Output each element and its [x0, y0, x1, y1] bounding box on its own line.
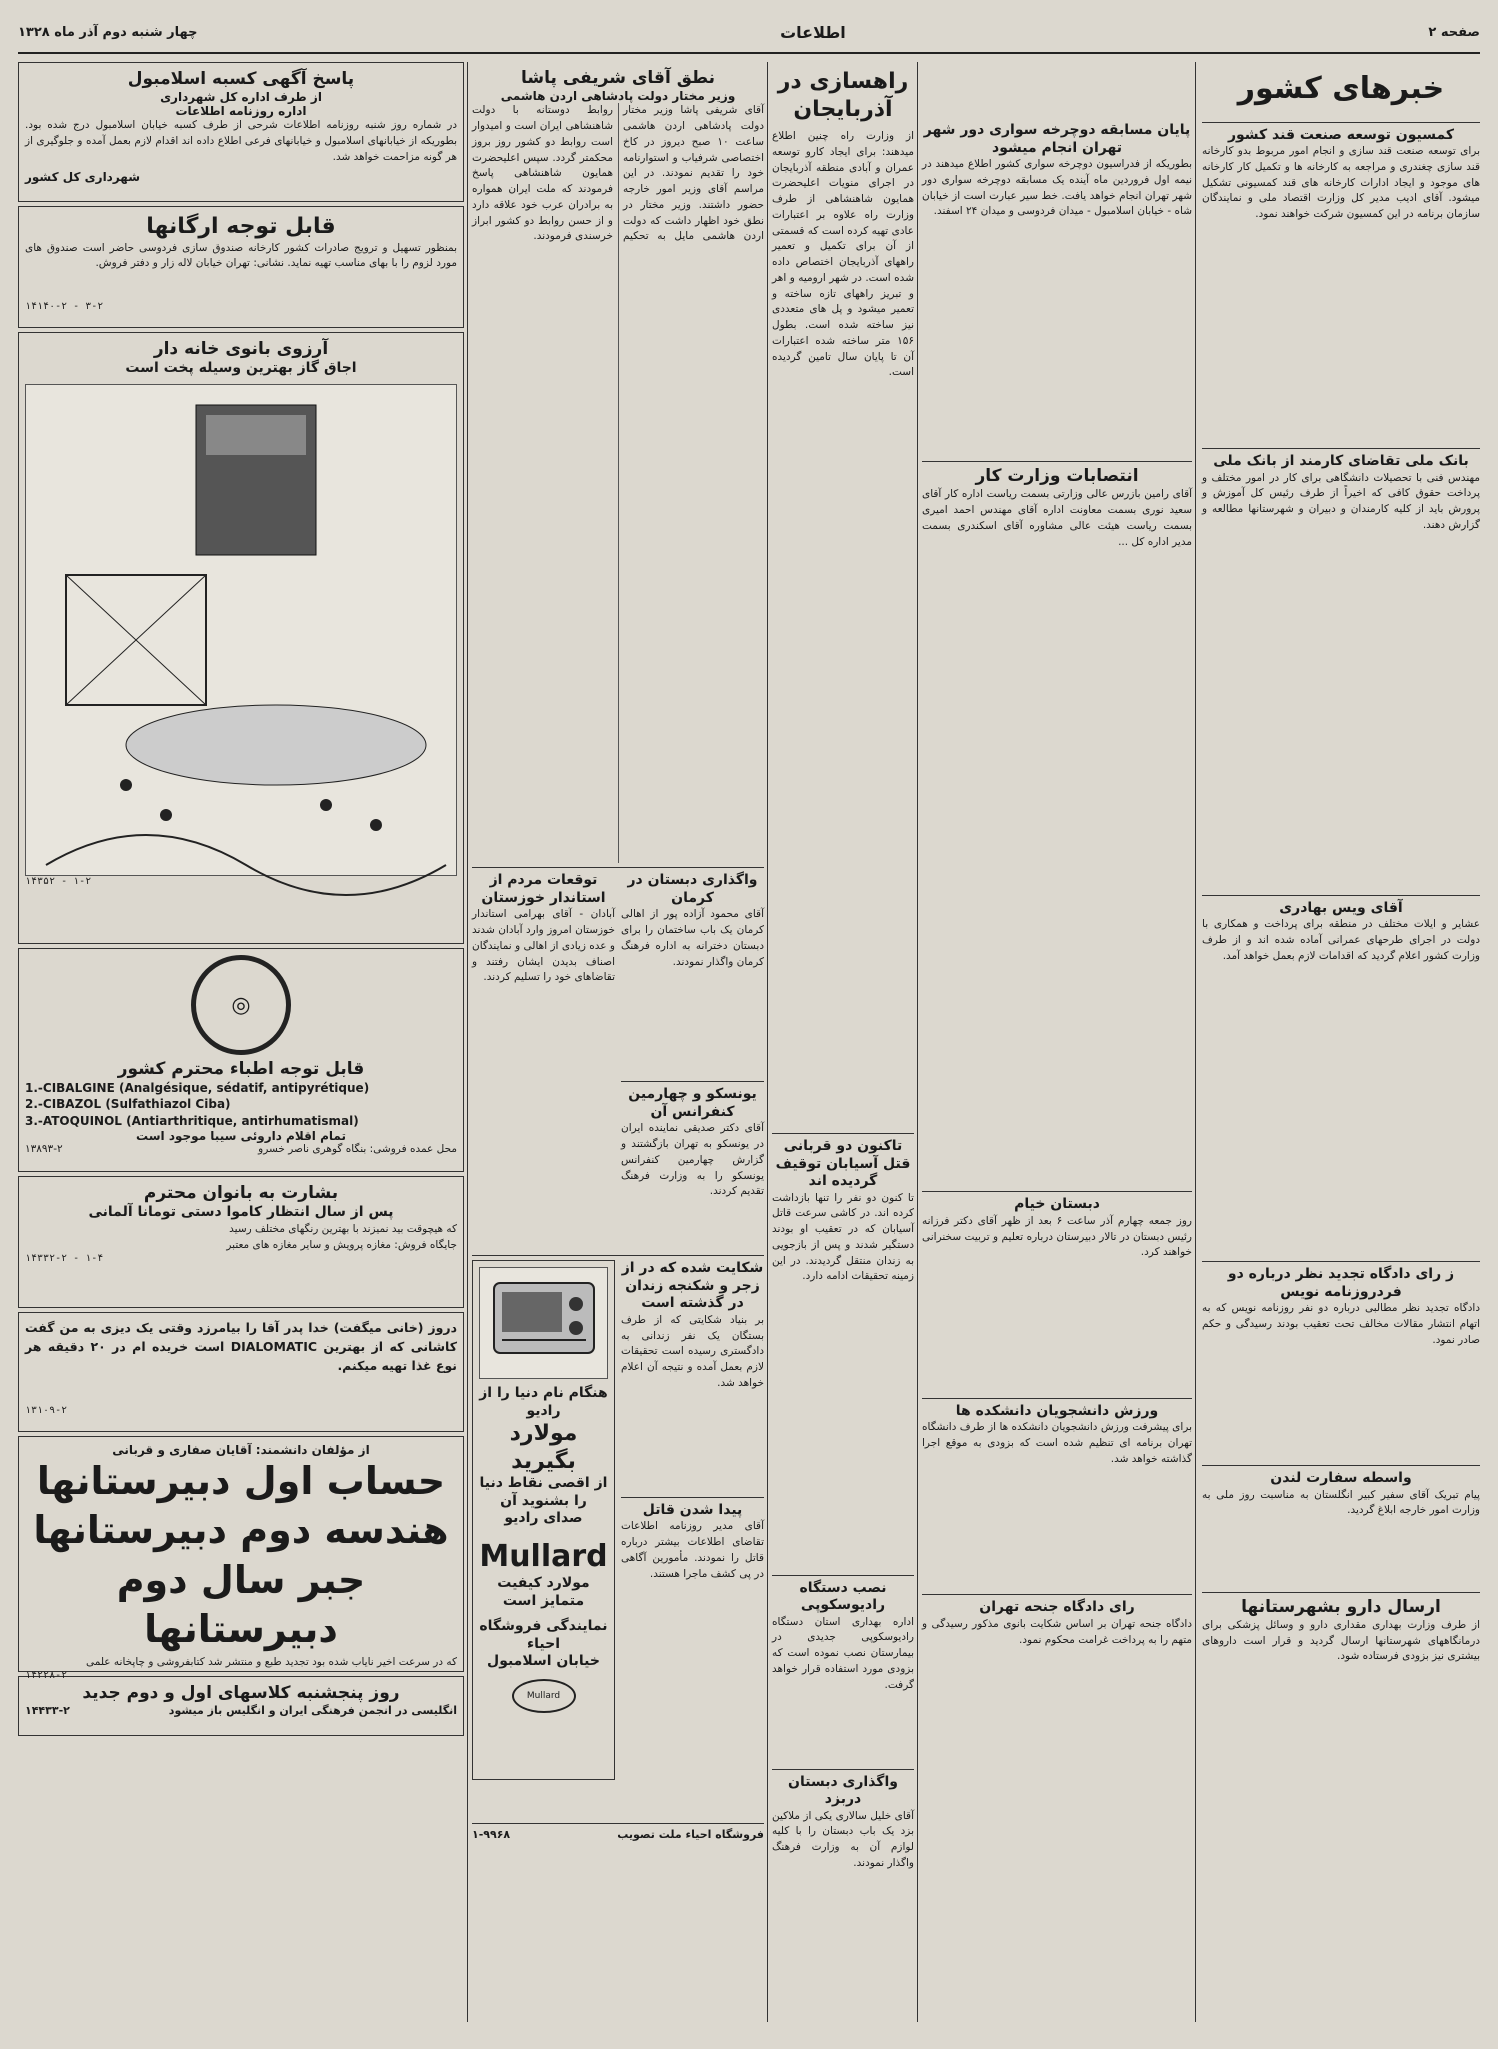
column-rule	[467, 62, 468, 2022]
ad-intro: از مؤلفان دانشمند: آقایان صفاری و قربانی	[112, 1443, 370, 1457]
ad-code: ۱۴۲۲۸-۲	[25, 1670, 68, 1682]
article-body: آبادان - آقای بهرامی استاندار خوزستان امروز وارد آبادان شدند و عده زیادی از اهالی و نمایندگان اصناف بدیدن ایشان رفتند و تقاضاهای خود را تسلیم کردند.	[472, 908, 615, 984]
article-body: بر بنیاد شکایتی که از طرف بستگان یک نفر زندانی به دادگستری رسیده است تحقیقات لازم بعمل آمده و نتیجه آن اعلام خواهد شد.	[621, 1313, 764, 1389]
ad-gas-stove	[18, 332, 464, 944]
article-body: مهندس فنی با تحصیلات دانشگاهی برای کار در امور مختلف و پرداخت حقوق کافی که اخیراً از طرف رئیس کل آموزش و پرورش باید از کلیه کارمندان و دبیران و شهرستانها مطالعه و گزارش دهند.	[1202, 471, 1480, 531]
ad-english-classes	[18, 1676, 464, 1736]
ad-code: ۱۳۸۹۳-۲	[25, 1142, 63, 1155]
article-headline: توقعات مردم از استاندار خوزستان	[481, 872, 606, 906]
column-advertisements	[18, 62, 464, 2022]
ad-line: اجاق گاز بهترین وسیله پخت است	[125, 360, 357, 377]
ad-wool	[18, 1176, 464, 1308]
stove-illustration-icon	[26, 385, 456, 875]
ad-line: آرزوی بانوی خانه دار	[153, 339, 329, 359]
column-four	[472, 62, 764, 2022]
ad-headline: قابل توجه اطباء محترم کشور	[117, 1059, 365, 1079]
notice-signature: شهرداری کل کشور	[25, 170, 141, 185]
newspaper-page	[18, 12, 1480, 2037]
ad-text: تمام اقلام داروئی سیبا موجود است	[136, 1128, 346, 1143]
article-headline: تاکنون دو قربانی قتل آسیابان توقیف گردیده اند	[775, 1138, 911, 1189]
ad-ciba-medicines	[18, 948, 464, 1172]
article-headline: کمسیون توسعه صنعت قند کشور	[1227, 126, 1455, 143]
article-headline: ز رای دادگاه تجدید نظر درباره دو فردروزنامه نویس	[1227, 1266, 1455, 1300]
ad-text: فروشگاه احیاء ملت تصویب	[617, 1828, 764, 1842]
brand-slogan: مولارد کیفیت متمایز است	[497, 1575, 590, 1609]
column-rule	[767, 62, 768, 2022]
article-body: آقای مدیر روزنامه اطلاعات تقاضای اطلاعات بیشتر درباره قاتل را نمودند. مأمورین آگاهی در پی کشف ماجرا هستند.	[621, 1520, 764, 1580]
ad-textbooks	[18, 1436, 464, 1682]
ad-line: از اقصی نقاط دنیا	[479, 1475, 608, 1492]
ad-line: مولارد بگیرید	[509, 1421, 578, 1474]
article-headline: یونسکو و چهارمین کنفرانس آن	[628, 1086, 757, 1120]
ad-body: انگلیسی در انجمن فرهنگی ایران و انگلیس باز میشود	[168, 1704, 457, 1718]
medicine-item: 2.-CIBAZOL (Sulfathiazol Ciba)	[25, 1097, 231, 1112]
article-headline: پیدا شدن قاتل	[642, 1501, 743, 1518]
ciba-logo-icon: ◎	[191, 955, 291, 1055]
ad-code: ۱۴۴۳۳-۲	[25, 1704, 70, 1718]
article-headline: ورزش دانشجویان دانشکده ها	[955, 1402, 1159, 1419]
article-body: آقای خلیل سالاری یکی از ملاکین بزد یک باب دبستان را با کلیه لوازم آن به وزارت فرهنگ واگذار نمودند.	[772, 1809, 914, 1869]
book-title: حساب اول دبیرستانها	[36, 1459, 446, 1503]
ad-line: که هیچوقت بید نمیزند با بهترین رنگهای مختلف رسید	[229, 1222, 457, 1235]
article-subheadline: وزیر مختار دولت پادشاهی اردن هاشمی	[500, 89, 736, 104]
notice-headline: پاسخ آگهی کسبه اسلامبول	[127, 69, 355, 89]
column-domestic-news	[1202, 62, 1480, 2022]
book-title: هندسه دوم دبیرستانها	[33, 1508, 449, 1553]
article-headline: نصب دستگاه رادیوسکوپی	[799, 1579, 887, 1613]
article-body: دادگاه تجدید نظر مطالبی درباره دو نفر روزنامه نویس که به اتهام انتشار مقالات مخالف تحت تعقیب بودند رسیدگی و حکم صادر نمود.	[1202, 1302, 1480, 1346]
article-body: برای پیشرفت ورزش دانشجویان دانشکده ها از طرف دانشگاه تهران برنامه ای تنظیم شده است که بزودی به موقع اجرا گذاشته خواهد شد.	[922, 1421, 1192, 1465]
medicine-item: 3.-ATOQUINOL (Antiarthritique, antirhumatismal)	[25, 1113, 359, 1128]
radio-icon	[484, 1268, 604, 1368]
radio-advertisement	[472, 1260, 615, 1780]
ad-code: ۱۳۱۰۹-۲	[25, 1405, 68, 1416]
article-headline: پایان مسابقه دوچرخه سواری دور شهر تهران انجام میشود	[923, 122, 1191, 156]
article-body: برای توسعه صنعت قند سازی و انجام امور مربوط بدو کارخانه قند سازی چغندری و مراجعه به کارخانه ها و تکمیل کار کارخانه های موجود و ایجاد ادارات کارخانه های قند کمسیونی تشکیل میشود. آقای ادیب مدیر کل وزارت اقتصاد ملی و نمایندگان سازمان برنامه در این کمسیون شرکت خواهند نمود.	[1202, 145, 1480, 220]
article-body: آقای دکتر صدیقی نماینده ایران در یونسکو به تهران بازگشتند و گزارش چهارمین کنفرانس یونسکو را به وزارت فرهنگ تقدیم کردند.	[621, 1122, 764, 1198]
book-title: جبر سال دوم دبیرستانها	[116, 1557, 366, 1652]
notice-sub: از طرف اداره کل شهرداری	[160, 90, 322, 105]
ad-body: دروز (خانی میگفت) خدا پدر آقا را بیامرزد وقتی یک دیزی به من گفت کاشانی که از بهترین DIALOMATIC است خریده ام در ۲۰ دقیقه هر نوع غذا تهیه میکنم.	[25, 1320, 457, 1373]
ad-line: پس از سال انتظار کاموا دستی تومانا آلمانی	[88, 1204, 394, 1221]
article-body: بطوریکه از فدراسیون دوچرخه سواری کشور اطلاع میدهند در نیمه اول فروردین ماه آینده یک مسابقه دوچرخه سواری دور شهر تهران انجام خواهد یافت. خط سیر عبارت است از خیابان شاه - خیابان اسلامبول - میدان فردوسی و میدان ۲۴ اسفند.	[922, 158, 1192, 218]
article-body: آقای شریفی پاشا وزیر مختار دولت پادشاهی اردن هاشمی ساعت ۱۰ صبح دیروز در کاخ اختصاصی شرفیاب و استوارنامه خود را تقدیم نمودند. در این مراسم آقای وزیر امور خارجه حضور داشتند. وزیر مختار در نطق خود اظهار داشت که دولت اردن هاشمی مایل به تحکیم روابط دوستانه با دولت شاهنشاهی ایران است و امیدوار است روابط دو کشور روز بروز محکمتر گردد. سپس اعلیحضرت همایون شاهنشاهی پاسخ فرمودند که ملت ایران همواره به برادران عرب خود علاقه دارد و از حسن روابط دو کشور ابراز خرسندی فرمودند.	[472, 104, 765, 243]
masthead	[18, 12, 1480, 54]
paper-name: اطلاعات	[780, 22, 846, 42]
article-headline: بانک ملی تقاضای کارمند از بانک ملی	[1213, 453, 1469, 469]
article-body: از طرف وزارت بهداری مقداری دارو و وسائل پزشکی برای درمانگاههای شهرستانها ارسال گردید و قرار است داروهای بیشتری نیز بزودی فرستاده شود.	[1202, 1618, 1480, 1663]
radio-illustration	[479, 1267, 608, 1379]
ad-body: بمنظور تسهیل و ترویج صادرات کشور کارخانه صندوق سازی فردوسی حاضر است صندوق های مورد لزوم را با بهای مناسب تهیه نماید. نشانی: تهران خیابان لاله زار و دفتر فروش.	[25, 241, 457, 270]
ad-headline: روز پنجشنبه کلاسهای اول و دوم جدید	[82, 1683, 400, 1703]
ad-dialomatic	[18, 1312, 464, 1432]
ad-headline: بشارت به بانوان محترم	[143, 1183, 339, 1203]
ad-code: ۱-۹۹۶۸	[472, 1828, 511, 1842]
ad-illustration	[25, 384, 457, 876]
ad-address: محل عمده فروشی: بنگاه گوهری ناصر خسرو	[258, 1142, 457, 1155]
article-headline: شکایت شده که در از زجر و شکنجه زندان در گذشته است	[621, 1260, 764, 1312]
article-body: روز جمعه چهارم آذر ساعت ۶ بعد از ظهر آقای دکتر فرزانه رئیس دبستان در تالار دبیرستان درباره تعلیم و تربیت سخنرانی خواهند کرد.	[922, 1214, 1192, 1259]
article-headline: راهسازی در آذربایجان	[777, 69, 909, 122]
ad-line: جایگاه فروش: مغازه پرویش و سایر مغازه های معتبر	[226, 1238, 457, 1251]
article-headline: واسطه سفارت لندن	[1270, 1470, 1412, 1486]
issue-date: چهار شنبه دوم آذر ماه ۱۳۲۸	[18, 24, 198, 40]
article-body: پیام تبریک آقای سفیر کبیر انگلستان به مناسبت روز ملی به وزارت امور خارجه ابلاغ گردید.	[1202, 1488, 1480, 1517]
article-headline: انتصابات وزارت کار	[975, 466, 1139, 486]
article-headline: واگذاری دبستان دربزد	[788, 1773, 898, 1807]
column-two	[922, 62, 1192, 2022]
notice-sub: اداره روزنامه اطلاعات	[175, 104, 307, 119]
notice-body: در شماره روز شنبه روزنامه اطلاعات شرحی از طرف کسبه خیابان اسلامبول درج شده بود. بطوریکه از خیابانهای اسلامبول و خیابانهای فرعی اطلاع داده اند اقدام لازم بعمل آمده و جلوگیری از هر گونه مزاحمت خواهد شد.	[25, 119, 457, 163]
column-rule	[917, 62, 918, 2022]
article-body: عشایر و ایلات مختلف در منطقه برای پرداخت و همکاری با دولت در اجرای طرحهای عمرانی آماده شده اند و از طرف وزارت کشور اعلام گردید که اقدامات لازم بعمل خواهد آمد.	[1202, 918, 1480, 962]
article-body: آقای رامین بازرس عالی وزارتی بسمت ریاست اداره کار آقای سعید نوری بسمت معاونت اداره آقای مهندس احمد امیری بسمت ریاست هیئت عالی مشاوره آقای اسکندری بسمت مدیر اداره کل ...	[922, 488, 1192, 548]
article-body: دادگاه جنحه تهران بر اساس شکایت بانوی مذکور رسیدگی و متهم را به پرداخت غرامت محکوم نمود.	[922, 1617, 1192, 1646]
article-headline: واگذاری دبستان در کرمان	[627, 872, 758, 906]
ad-code: ۱۴۱۴۰-۲ - ۳-۲	[25, 300, 104, 312]
ad-headline: قابل توجه ارگانها	[146, 214, 336, 239]
article-body: از وزارت راه چنین اطلاع میدهند: برای ایجاد کارو توسعه عمران و آبادی منطقه آذربایجان در اجرای منویات اعلیحضرت همایون شاهنشاهی از طرف وزارت راه علاوه بر اعتبارات عادی تهیه کرده است که قسمتی از آن برای تکمیل و تعمیر راههای آذربایجان اختصاص داده شده است. در شهر ارومیه و اهر و تبریز راههای تازه ساخته و تعمیر میشود و پل های متعددی نیز ساخته شده است. بطول ۱۵۶ متر ساخته شده اعتبارات آن تا پایان سال تامین گردیده است.	[772, 130, 914, 379]
ad-text: که در سرعت اخیر نایاب شده بود تجدید طبع و منتشر شد کتابفروشی و چاپخانه علمی	[86, 1655, 457, 1668]
ad-line: هنگام نام دنیا را از رادیو	[479, 1385, 608, 1419]
agency-address: خیابان اسلامبول	[487, 1653, 600, 1670]
article-headline: نطق آقای شریفی پاشا	[521, 68, 715, 88]
ad-box-factory	[18, 206, 464, 328]
column-rule	[1195, 62, 1196, 2022]
article-body: تا کنون دو نفر را تنها بازداشت کرده اند. در کاشی سرعت قاتل آسیابان که در تعقیب او بودند دستگیر شدند و پس از بازجویی به زندان منتقل گردیدند. در این زمینه تحقیقات ادامه دارد.	[772, 1191, 914, 1283]
article-headline: دبستان خیام	[1014, 1196, 1100, 1213]
ad-line: را بشنوید آن صدای رادیو	[500, 1492, 587, 1527]
medicine-item: 1.-CIBALGINE (Analgésique, sédatif, antipyrétique)	[25, 1081, 370, 1096]
agency-name: نمایندگی فروشگاه احیاء	[479, 1618, 608, 1652]
brand-name: Mullard	[479, 1538, 608, 1574]
column-three	[772, 62, 914, 2022]
mullard-logo-icon: Mullard	[512, 1679, 576, 1713]
page-number: صفحه ۲	[1428, 24, 1480, 40]
article-body: آقای محمود آزاده پور از اهالی کرمان یک باب ساختمان را برای دبستان دخترانه به اداره فرهنگ کرمان واگذار نمودند.	[621, 908, 764, 968]
article-headline: ارسال دارو بشهرستانها	[1241, 1596, 1441, 1617]
ad-code: ۱۴۳۵۲ - ۱-۲	[25, 875, 92, 887]
article-body: اداره بهداری استان دستگاه رادیوسکوپی جدیدی در بیمارستان نصب نموده است که بزودی مورد استفاده قرار خواهد گرفت.	[772, 1615, 914, 1691]
article-headline: آقای ویس بهادری	[1279, 899, 1403, 916]
article-headline: رای دادگاه جنحه تهران	[979, 1599, 1135, 1616]
ad-code: ۱۴۳۳۲-۲ - ۱-۴	[25, 1253, 104, 1265]
notice-istanbul-merchants	[18, 62, 464, 202]
section-title: خبرهای کشور	[1237, 71, 1445, 106]
